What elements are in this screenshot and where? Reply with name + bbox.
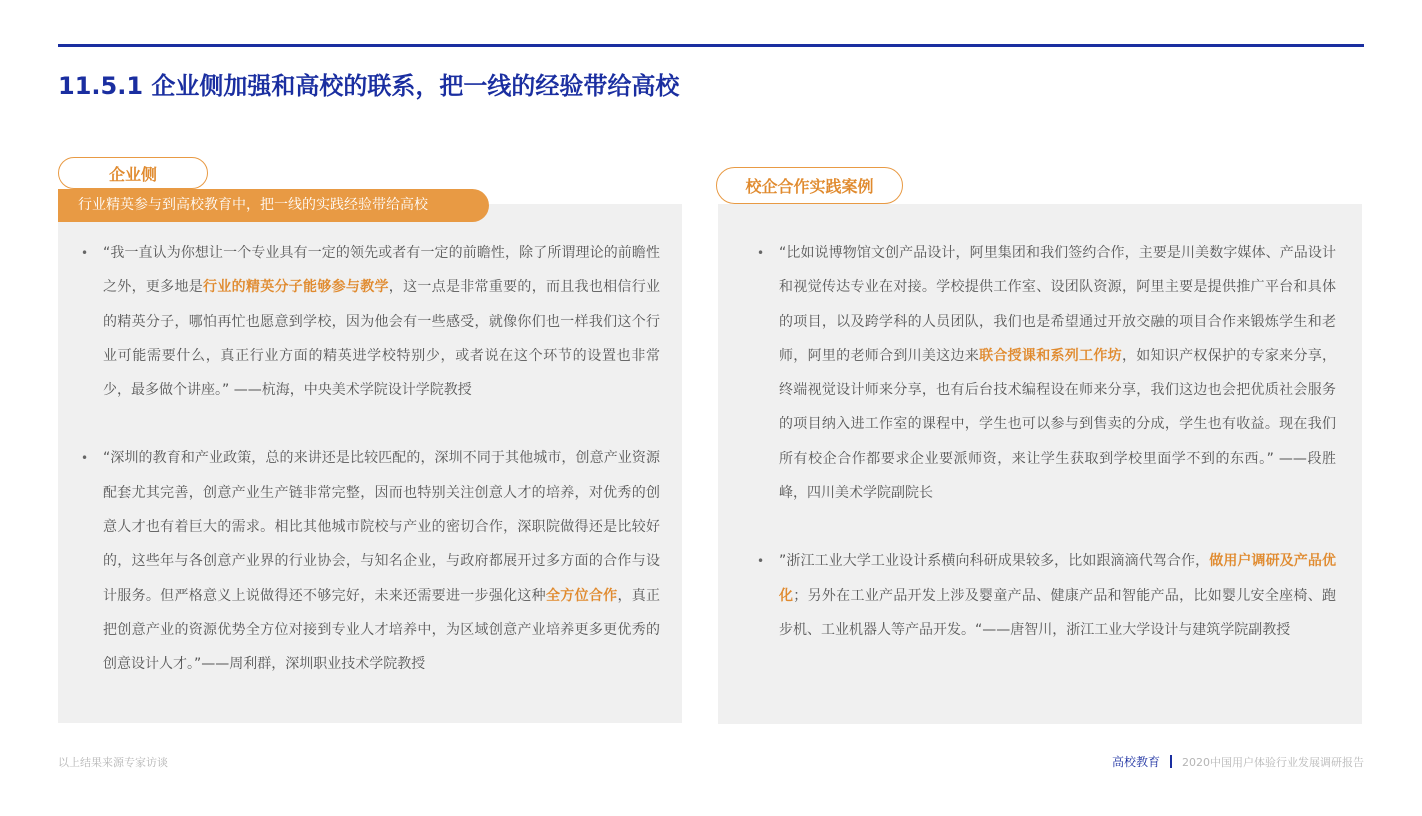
quote-text-pre: “深圳的教育和产业政策，总的来讲还是比较匹配的，深圳不同于其他城市，创意产业资源配套尤其完善，创意产业生产链非常完整，因而也特别关注创意人才的培养，对优秀的创意人才也有着巨大的需求。相比其他城市院校与产业的密切合作，深职院做得还是比较好的，这些年与各创意产业界的行业协会，与知名企业，与政府都展开过多方面的合作与设计服务。但严格意义上说做得还不够完好，未来还需要进一步强化这种 — [103, 450, 660, 604]
quote-item — [78, 441, 660, 681]
bullet-icon: • — [757, 554, 765, 569]
source-note: 以上结果来源专家访谈 — [58, 756, 168, 769]
quote-highlight: 做用户调研及产品优化 — [779, 553, 1336, 604]
quote-highlight: 行业的精英分子能够参与教学 — [203, 279, 389, 296]
bullet-icon: • — [757, 246, 765, 260]
top-divider — [58, 44, 1364, 47]
enterprise-side-tag — [58, 157, 208, 189]
footer-report-title: 2020中国用户体验行业发展调研报告 — [1182, 755, 1364, 769]
enterprise-quotes-list — [78, 236, 660, 716]
footer-section-name: 高校教育 — [1111, 755, 1160, 769]
quote-text-post: ，如知识产权保护的专家来分享，终端视觉设计师来分享，也有后台技术编程设在师来分享，我们这边也会把优质社会服务的项目纳入进工作室的课程中，学生也可以参与到售卖的分成，学生也有收益。现在我们所有校企合作都要求企业要派师资，来让学生获取到学校里面学不到的东西。” ——段胜峰，四川美术学院副院长 — [779, 347, 1337, 502]
quote-text-post: ，这一点是非常重要的，而且我也相信行业的精英分子，哪怕再忙也愿意到学校，因为他会有一些感受，就像你们也一样我们这个行业可能需要什么，真正行业方面的精英进学校特别少，或者说在这个环节的设置也非常少，最多做个讲座。” ——杭海，中央美术学院设计学院教授 — [103, 279, 661, 399]
page-title: 11.5.1 企业侧加强和高校的联系，把一线的经验带给高校 — [58, 72, 680, 100]
footer-report-info — [1112, 753, 1364, 770]
quote-text-post: ，真正把创意产业的资源优势全方位对接到专业人才培养中，为区域创意产业培养更多更优秀的创意设计人才。”——周利群，深圳职业技术学院教授 — [103, 587, 661, 673]
footer-divider — [1170, 755, 1172, 768]
case-study-quotes-list — [754, 236, 1336, 681]
case-study-tag-label: 校企合作实践案例 — [745, 177, 874, 196]
quote-highlight: 联合授课和系列工作坊 — [979, 347, 1122, 364]
quote-text-post: ；另外在工业产品开发上涉及婴童产品、健康产品和智能产品，比如婴儿安全座椅、跑步机、工业机器人等产品开发。“——唐智川，浙江工业大学设计与建筑学院副教授 — [779, 587, 1337, 638]
quote-item — [754, 236, 1336, 510]
quote-text-pre: “我一直认为你想让一个专业具有一定的领先或者有一定的前瞻性，除了所谓理论的前瞻性之外，更多地是 — [103, 245, 660, 296]
bullet-icon: • — [81, 451, 89, 466]
quote-item — [754, 544, 1336, 647]
case-study-tag — [716, 167, 903, 204]
quote-text-pre: ”浙江工业大学工业设计系横向科研成果较多，比如跟滴滴代驾合作， — [779, 553, 1210, 570]
enterprise-side-tag-label: 企业侧 — [108, 164, 157, 184]
quote-text-pre: “比如说博物馆文创产品设计，阿里集团和我们签约合作，主要是川美数字媒体、产品设计和视觉传达专业在对接。学校提供工作室、设团队资源，阿里主要是提供推广平台和具体的项目，以及跨学科的人员团队，我们也是希望通过开放交融的项目合作来锻炼学生和老师，阿里的老师合到川美这边来 — [779, 245, 1336, 364]
enterprise-side-banner: 行业精英参与到高校教育中，把一线的实践经验带给高校 — [58, 189, 489, 222]
bullet-icon: • — [81, 246, 89, 260]
quote-item — [78, 236, 660, 407]
quote-highlight: 全方位合作 — [545, 587, 618, 604]
